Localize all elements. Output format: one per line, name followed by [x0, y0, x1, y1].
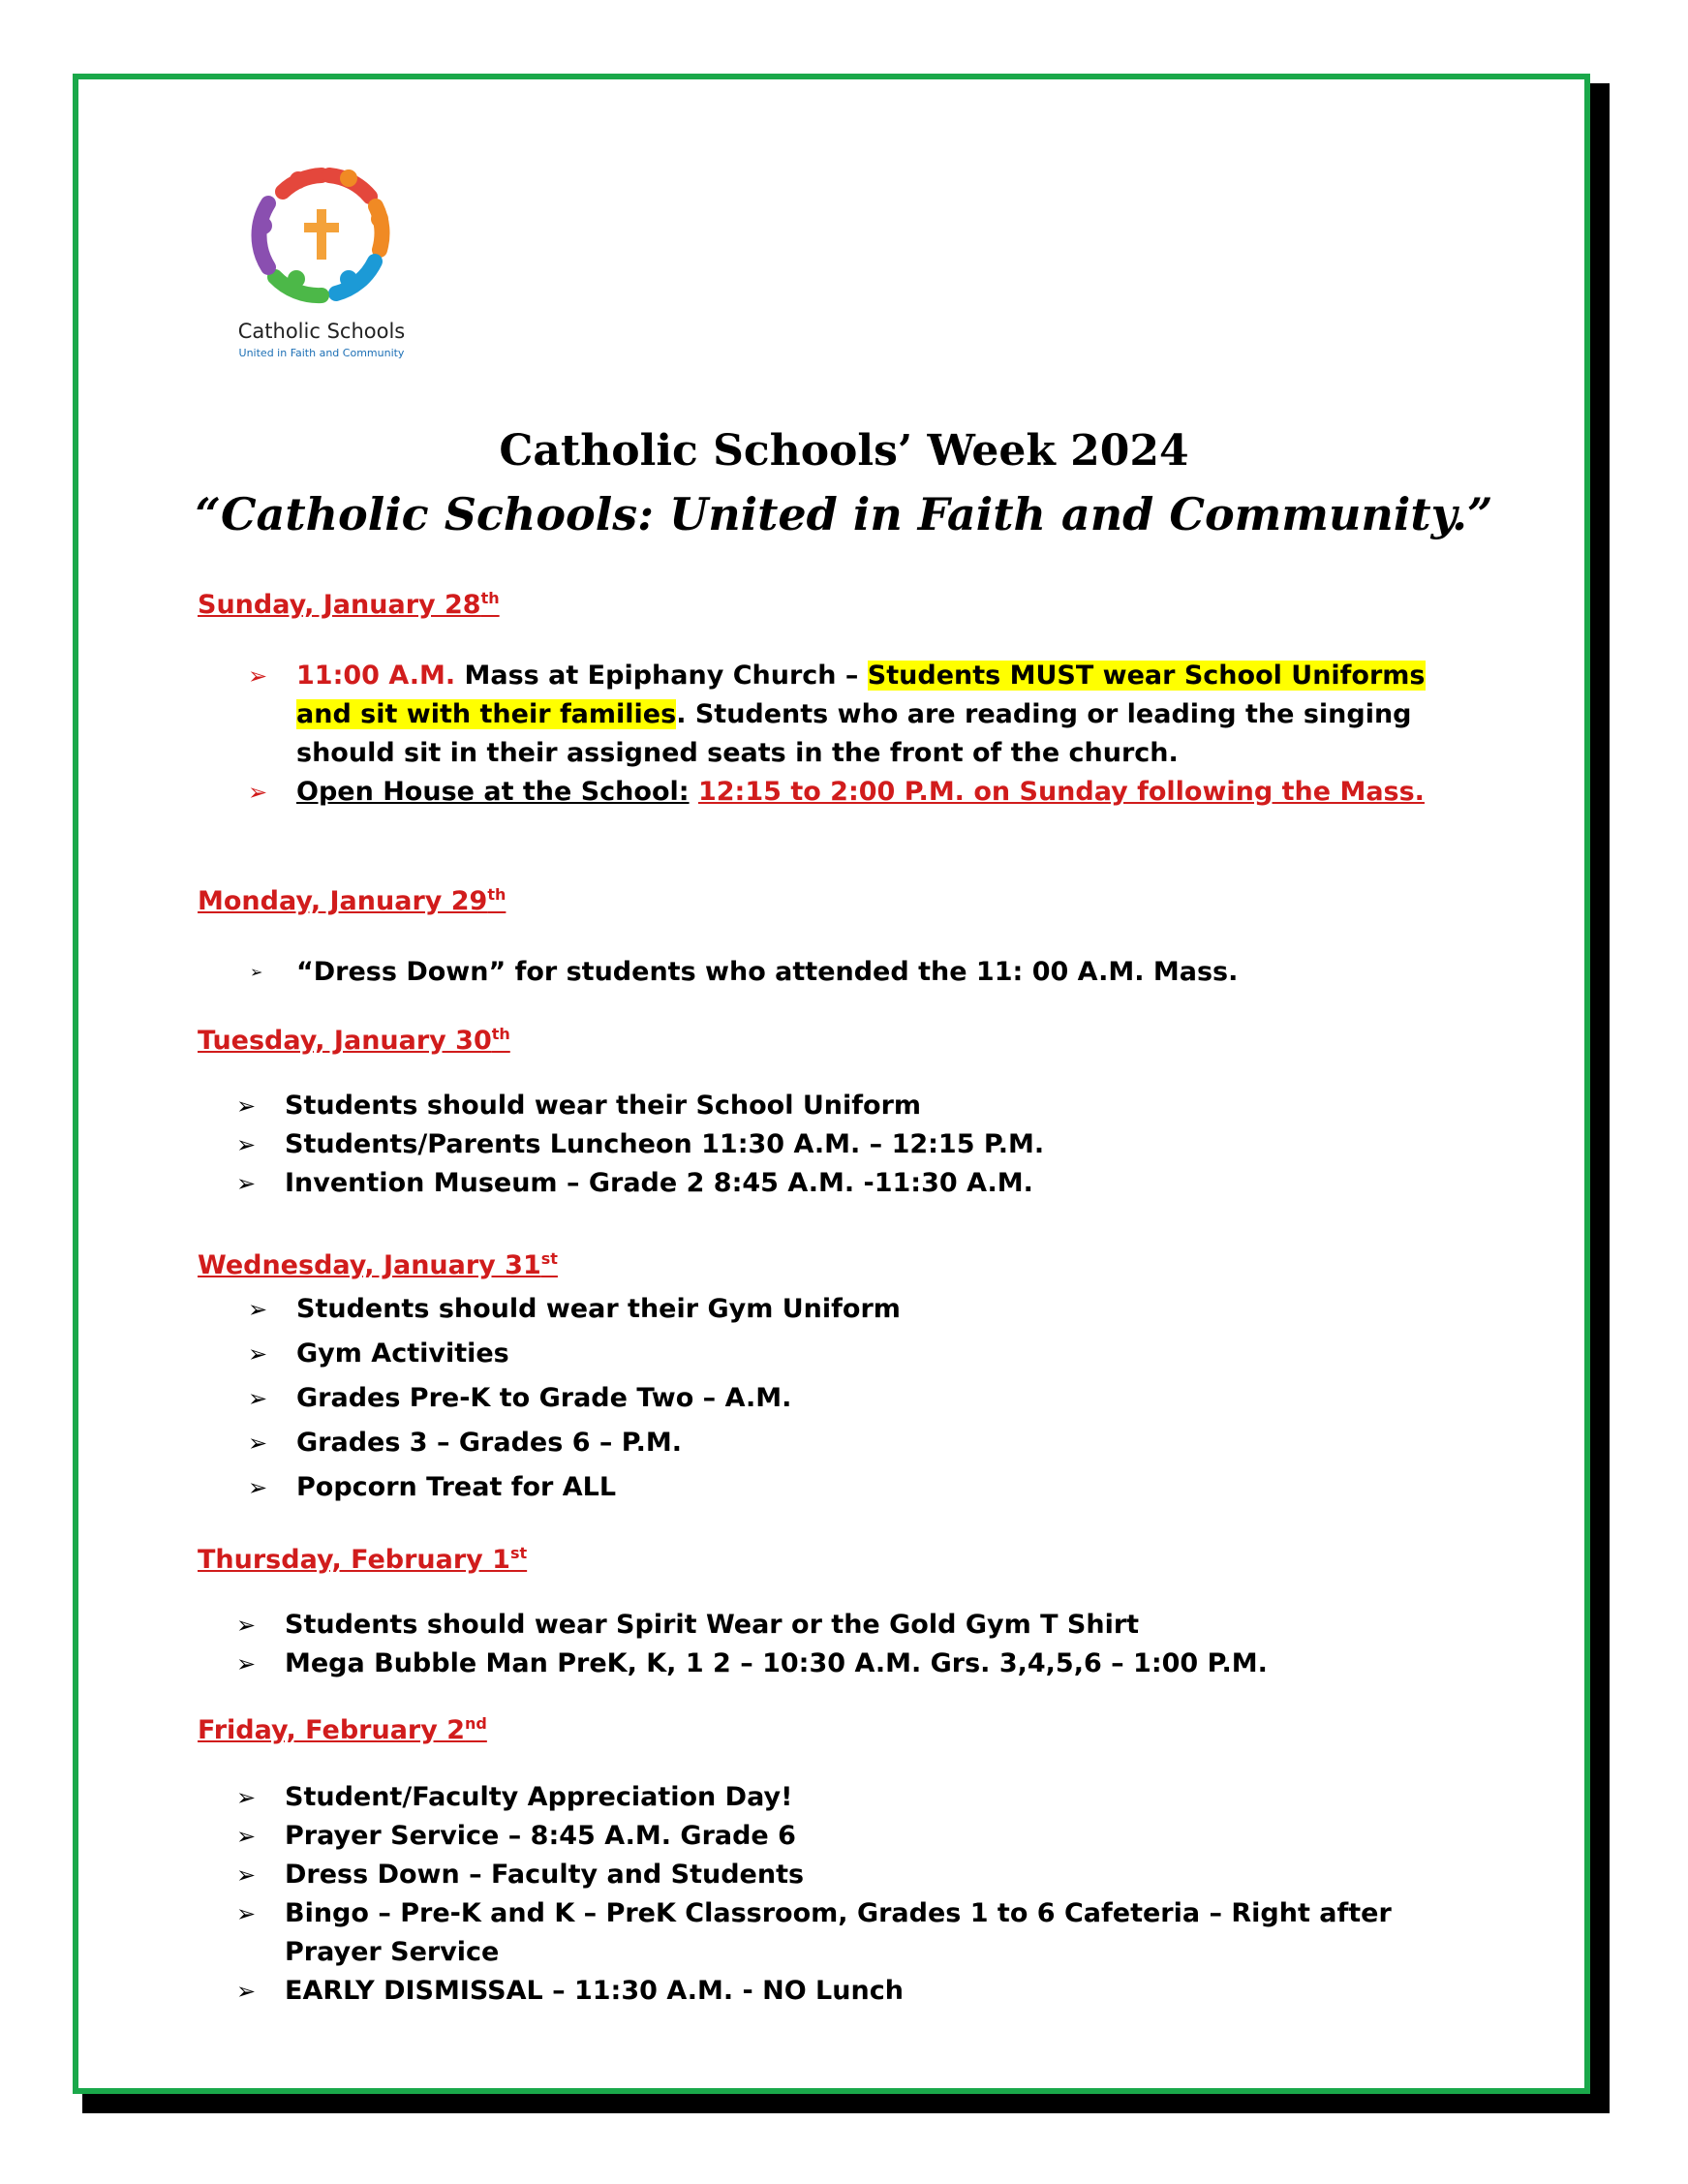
list-item: “Dress Down” for students who attended the 11: 00 A.M. Mass. — [296, 957, 1239, 987]
arrow-bullet-icon: ➢ — [236, 1823, 257, 1850]
list-item: Invention Museum – Grade 2 8:45 A.M. -11:30 A.M. — [285, 1168, 1033, 1198]
logo-emblem-icon — [225, 153, 418, 318]
arrow-bullet-icon: ➢ — [248, 662, 268, 690]
arrow-bullet-icon: ➢ — [236, 1978, 257, 2005]
arrow-bullet-icon: ➢ — [248, 779, 268, 806]
day-heading-sunday: Sunday, January 28th — [198, 589, 500, 620]
arrow-bullet-icon: ➢ — [236, 1784, 257, 1811]
list-item: EARLY DISMISSAL – 11:30 A.M. - NO Lunch — [285, 1976, 904, 2006]
arrow-bullet-icon: ➢ — [236, 1900, 257, 1927]
list-item: Students should wear Spirit Wear or the Gold Gym T Shirt — [285, 1610, 1140, 1640]
arrow-bullet-icon: ➢ — [248, 1385, 268, 1412]
arrow-bullet-icon: ➢ — [236, 1861, 257, 1889]
arrow-bullet-icon: ➢ — [236, 1170, 257, 1197]
arrow-bullet-icon: ➢ — [248, 1296, 268, 1323]
page-title: Catholic Schools’ Week 2024 — [499, 426, 1189, 476]
list-item-continuation: Prayer Service — [285, 1937, 500, 1967]
list-item: Popcorn Treat for ALL — [296, 1472, 617, 1502]
list-item: Students/Parents Luncheon 11:30 A.M. – 12:15 P.M. — [285, 1129, 1045, 1159]
day-heading-wednesday: Wednesday, January 31st — [198, 1249, 558, 1280]
list-item: should sit in their assigned seats in the front of the church. — [296, 738, 1179, 768]
list-item: Student/Faculty Appreciation Day! — [285, 1782, 793, 1812]
arrow-bullet-icon: ➢ — [236, 1650, 257, 1677]
page-subtitle: “Catholic Schools: United in Faith and Community.” — [195, 488, 1493, 540]
list-item: Open House at the School: 12:15 to 2:00 P.M. on Sunday following the Mass. — [296, 777, 1425, 807]
logo-tagline: United in Faith and Community — [238, 347, 405, 359]
arrow-bullet-icon: ➢ — [236, 1131, 257, 1158]
list-item: Grades 3 – Grades 6 – P.M. — [296, 1428, 682, 1458]
arrow-bullet-icon: ➢ — [248, 1430, 268, 1457]
arrow-bullet-icon: ➢ — [236, 1092, 257, 1120]
logo-name: Catholic Schools — [237, 320, 406, 343]
day-heading-friday: Friday, February 2nd — [198, 1714, 487, 1745]
day-heading-thursday: Thursday, February 1st — [198, 1544, 528, 1575]
list-item: Dress Down – Faculty and Students — [285, 1860, 805, 1890]
list-item: Students should wear their Gym Uniform — [296, 1294, 901, 1324]
day-heading-tuesday: Tuesday, January 30th — [198, 1025, 510, 1056]
list-item: and sit with their families. Students who are reading or leading the singing — [296, 699, 1412, 729]
list-item: Gym Activities — [296, 1338, 509, 1369]
arrow-bullet-icon: ➢ — [248, 1340, 268, 1368]
arrow-bullet-icon: ➢ — [236, 1612, 257, 1639]
list-item: Grades Pre-K to Grade Two – A.M. — [296, 1383, 792, 1413]
list-item: Bingo – Pre-K and K – PreK Classroom, Grades 1 to 6 Cafeteria – Right after — [285, 1898, 1392, 1928]
list-item: Students should wear their School Uniform — [285, 1091, 922, 1121]
list-item: 11:00 A.M. Mass at Epiphany Church – Students MUST wear School Uniforms — [296, 661, 1426, 691]
arrow-bullet-icon: ➢ — [248, 1474, 268, 1501]
day-heading-monday: Monday, January 29th — [198, 885, 506, 916]
arrow-bullet-icon: ➢ — [250, 963, 263, 981]
catholic-schools-logo — [225, 153, 418, 366]
list-item: Mega Bubble Man PreK, K, 1 2 – 10:30 A.M. Grs. 3,4,5,6 – 1:00 P.M. — [285, 1648, 1268, 1678]
list-item: Prayer Service – 8:45 A.M. Grade 6 — [285, 1821, 796, 1851]
